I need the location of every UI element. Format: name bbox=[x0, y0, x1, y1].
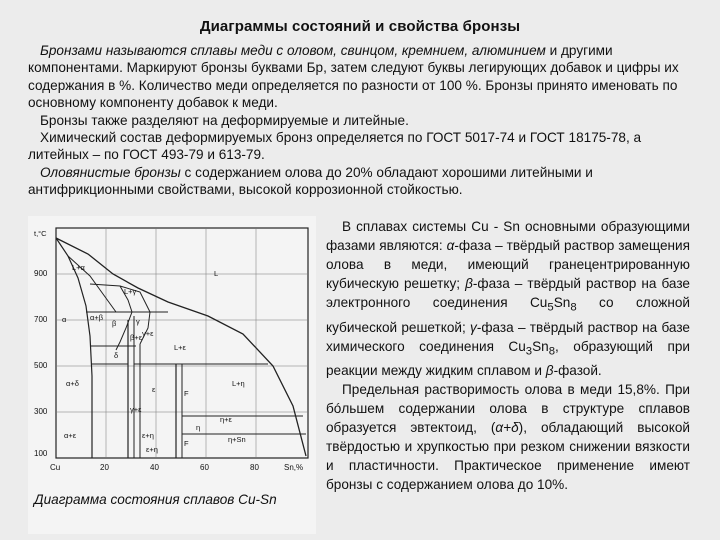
right-p1-mid2: -фаза – твёрдый раствор на базе электронного соединения Cu bbox=[326, 276, 690, 310]
intro-p4-italic: Оловянистые бронзы bbox=[40, 164, 181, 180]
region-label-alpha-beta: α+β bbox=[90, 313, 104, 322]
right-p1-gamma: γ bbox=[470, 319, 477, 335]
y-tick-700: 700 bbox=[34, 315, 48, 324]
x-label-cu: Cu bbox=[50, 463, 61, 472]
right-p1-beta2: β bbox=[545, 363, 554, 379]
x-label-60: 60 bbox=[200, 463, 209, 472]
region-label-l-gamma: L+γ bbox=[124, 287, 137, 296]
y-tick-900: 900 bbox=[34, 269, 48, 278]
right-column-text bbox=[326, 217, 690, 494]
phase-diagram bbox=[28, 216, 316, 534]
figure-caption: Диаграмма состояния сплавов Cu-Sn bbox=[34, 492, 277, 507]
region-label-delta: δ bbox=[114, 351, 119, 360]
region-label-alpha: α bbox=[62, 315, 67, 324]
right-p1-end2: -фазой. bbox=[553, 363, 602, 379]
intro-p1-rest: и другими компонентами. Маркируют бронзы буквами Бр, затем следуют буквы легирующих добавок и цифры их содержания в %. Количество меди определяется по разности от 100 %. Бронзы принято именовать по основному компоненту добавок к меди. bbox=[28, 43, 679, 111]
intro-paragraph-4 bbox=[28, 164, 694, 199]
intro-p4-rest: с содержанием олова до 20% обладают хорошими литейными и антифрикционными свойствами, высокой коррозионной стойкостью. bbox=[28, 164, 593, 198]
right-p1-mid4: -фаза – твёрдый раствор на базе химического соединения Cu bbox=[326, 319, 690, 354]
right-paragraph-2 bbox=[326, 380, 690, 494]
right-p2-pre: Предельная растворимость олова в меди 15,8%. При бóльшем содержании олова в структуре сплавов образуется эвтектоид, ( bbox=[326, 382, 690, 436]
right-p1-alpha: α bbox=[446, 238, 455, 253]
region-label-gamma-epsilon-2: γ+ε bbox=[130, 405, 142, 414]
intro-paragraph-1 bbox=[28, 42, 694, 112]
region-label-eta: η bbox=[196, 423, 201, 432]
region-label-l: L bbox=[214, 269, 219, 278]
y-tick-100: 100 bbox=[34, 449, 48, 458]
right-p1-sub1: 5 bbox=[547, 301, 554, 314]
intro-paragraph-3: Химический состав деформируемых бронз определяется по ГОСТ 5017-74 и ГОСТ 18175-78, а литейных – по ГОСТ 493-79 и 613-79. bbox=[28, 130, 642, 163]
region-label-epsilon-eta: ε+η bbox=[142, 431, 154, 440]
right-p1-pre: В сплавах системы Cu - Sn основными образующими фазами являются: bbox=[326, 219, 690, 253]
y-tick-500: 500 bbox=[34, 361, 48, 370]
region-label-l-epsilon: L+ε bbox=[174, 343, 186, 352]
region-label-beta: β bbox=[112, 319, 117, 328]
region-label-epsilon-eta-2: ε+η bbox=[146, 445, 158, 454]
y-tick-300: 300 bbox=[34, 407, 48, 416]
region-label-eta-epsilon: η+ε bbox=[220, 415, 232, 424]
intro-p1-italic: Бронзами называются сплавы меди с оловом, свинцом, кремнием, алюминием bbox=[40, 43, 546, 58]
region-label-alpha-epsilon: α+ε bbox=[64, 431, 77, 440]
x-label-40: 40 bbox=[150, 463, 159, 472]
region-label-gamma-epsilon: γ+ε bbox=[142, 329, 154, 338]
region-label-f-1: F bbox=[184, 389, 189, 398]
region-label-beta-epsilon: β+ε bbox=[130, 333, 143, 342]
right-p1-sub3: 3 bbox=[525, 345, 533, 358]
y-axis-unit: t,°C bbox=[34, 229, 47, 238]
page-title: Диаграммы состояний и свойства бронзы bbox=[199, 18, 521, 35]
right-p1-beta: β bbox=[465, 276, 473, 291]
right-p1-end: , образующий при реакции между жидким сплавом и bbox=[326, 338, 690, 379]
region-label-l-alpha: L+α bbox=[72, 263, 85, 272]
right-p1-mid: -фаза – твёрдый раствор замещения олова в меди, имеющий гранецентрированную кубическую решетку; bbox=[326, 238, 690, 291]
x-label-80: 80 bbox=[250, 463, 259, 472]
phase-diagram-svg bbox=[28, 216, 316, 534]
x-label-sn: Sn,% bbox=[284, 463, 304, 472]
right-p1-mid3: со сложной кубической решеткой; bbox=[326, 295, 690, 335]
right-p2-alpha-delta: α+δ bbox=[495, 420, 519, 436]
intro-paragraph-2: Бронзы также разделяют на деформируемые и литейные. bbox=[40, 112, 409, 128]
right-paragraph-1 bbox=[326, 217, 690, 380]
region-label-eta-sn: η+Sn bbox=[228, 435, 246, 444]
x-label-20: 20 bbox=[100, 463, 109, 472]
region-label-epsilon: ε bbox=[152, 385, 156, 394]
intro-text bbox=[28, 42, 694, 199]
region-label-gamma: γ bbox=[136, 317, 140, 326]
region-label-alpha-delta: α+δ bbox=[66, 379, 79, 388]
right-p1-sn2: Sn bbox=[532, 338, 549, 354]
right-p1-sub2: 8 bbox=[570, 301, 577, 314]
right-p2-post: ), обладающий высокой твёрдостью и хрупкостью при резком снижении вязкости и пластичности. Практическое применение имеют бронзы с содержанием олова до 10%. bbox=[326, 420, 690, 493]
region-label-l-eta: L+η bbox=[232, 379, 245, 388]
right-p1-sub4: 8 bbox=[548, 345, 556, 358]
right-p1-sn1: Sn bbox=[553, 295, 571, 310]
region-label-f-2: F bbox=[184, 439, 189, 448]
